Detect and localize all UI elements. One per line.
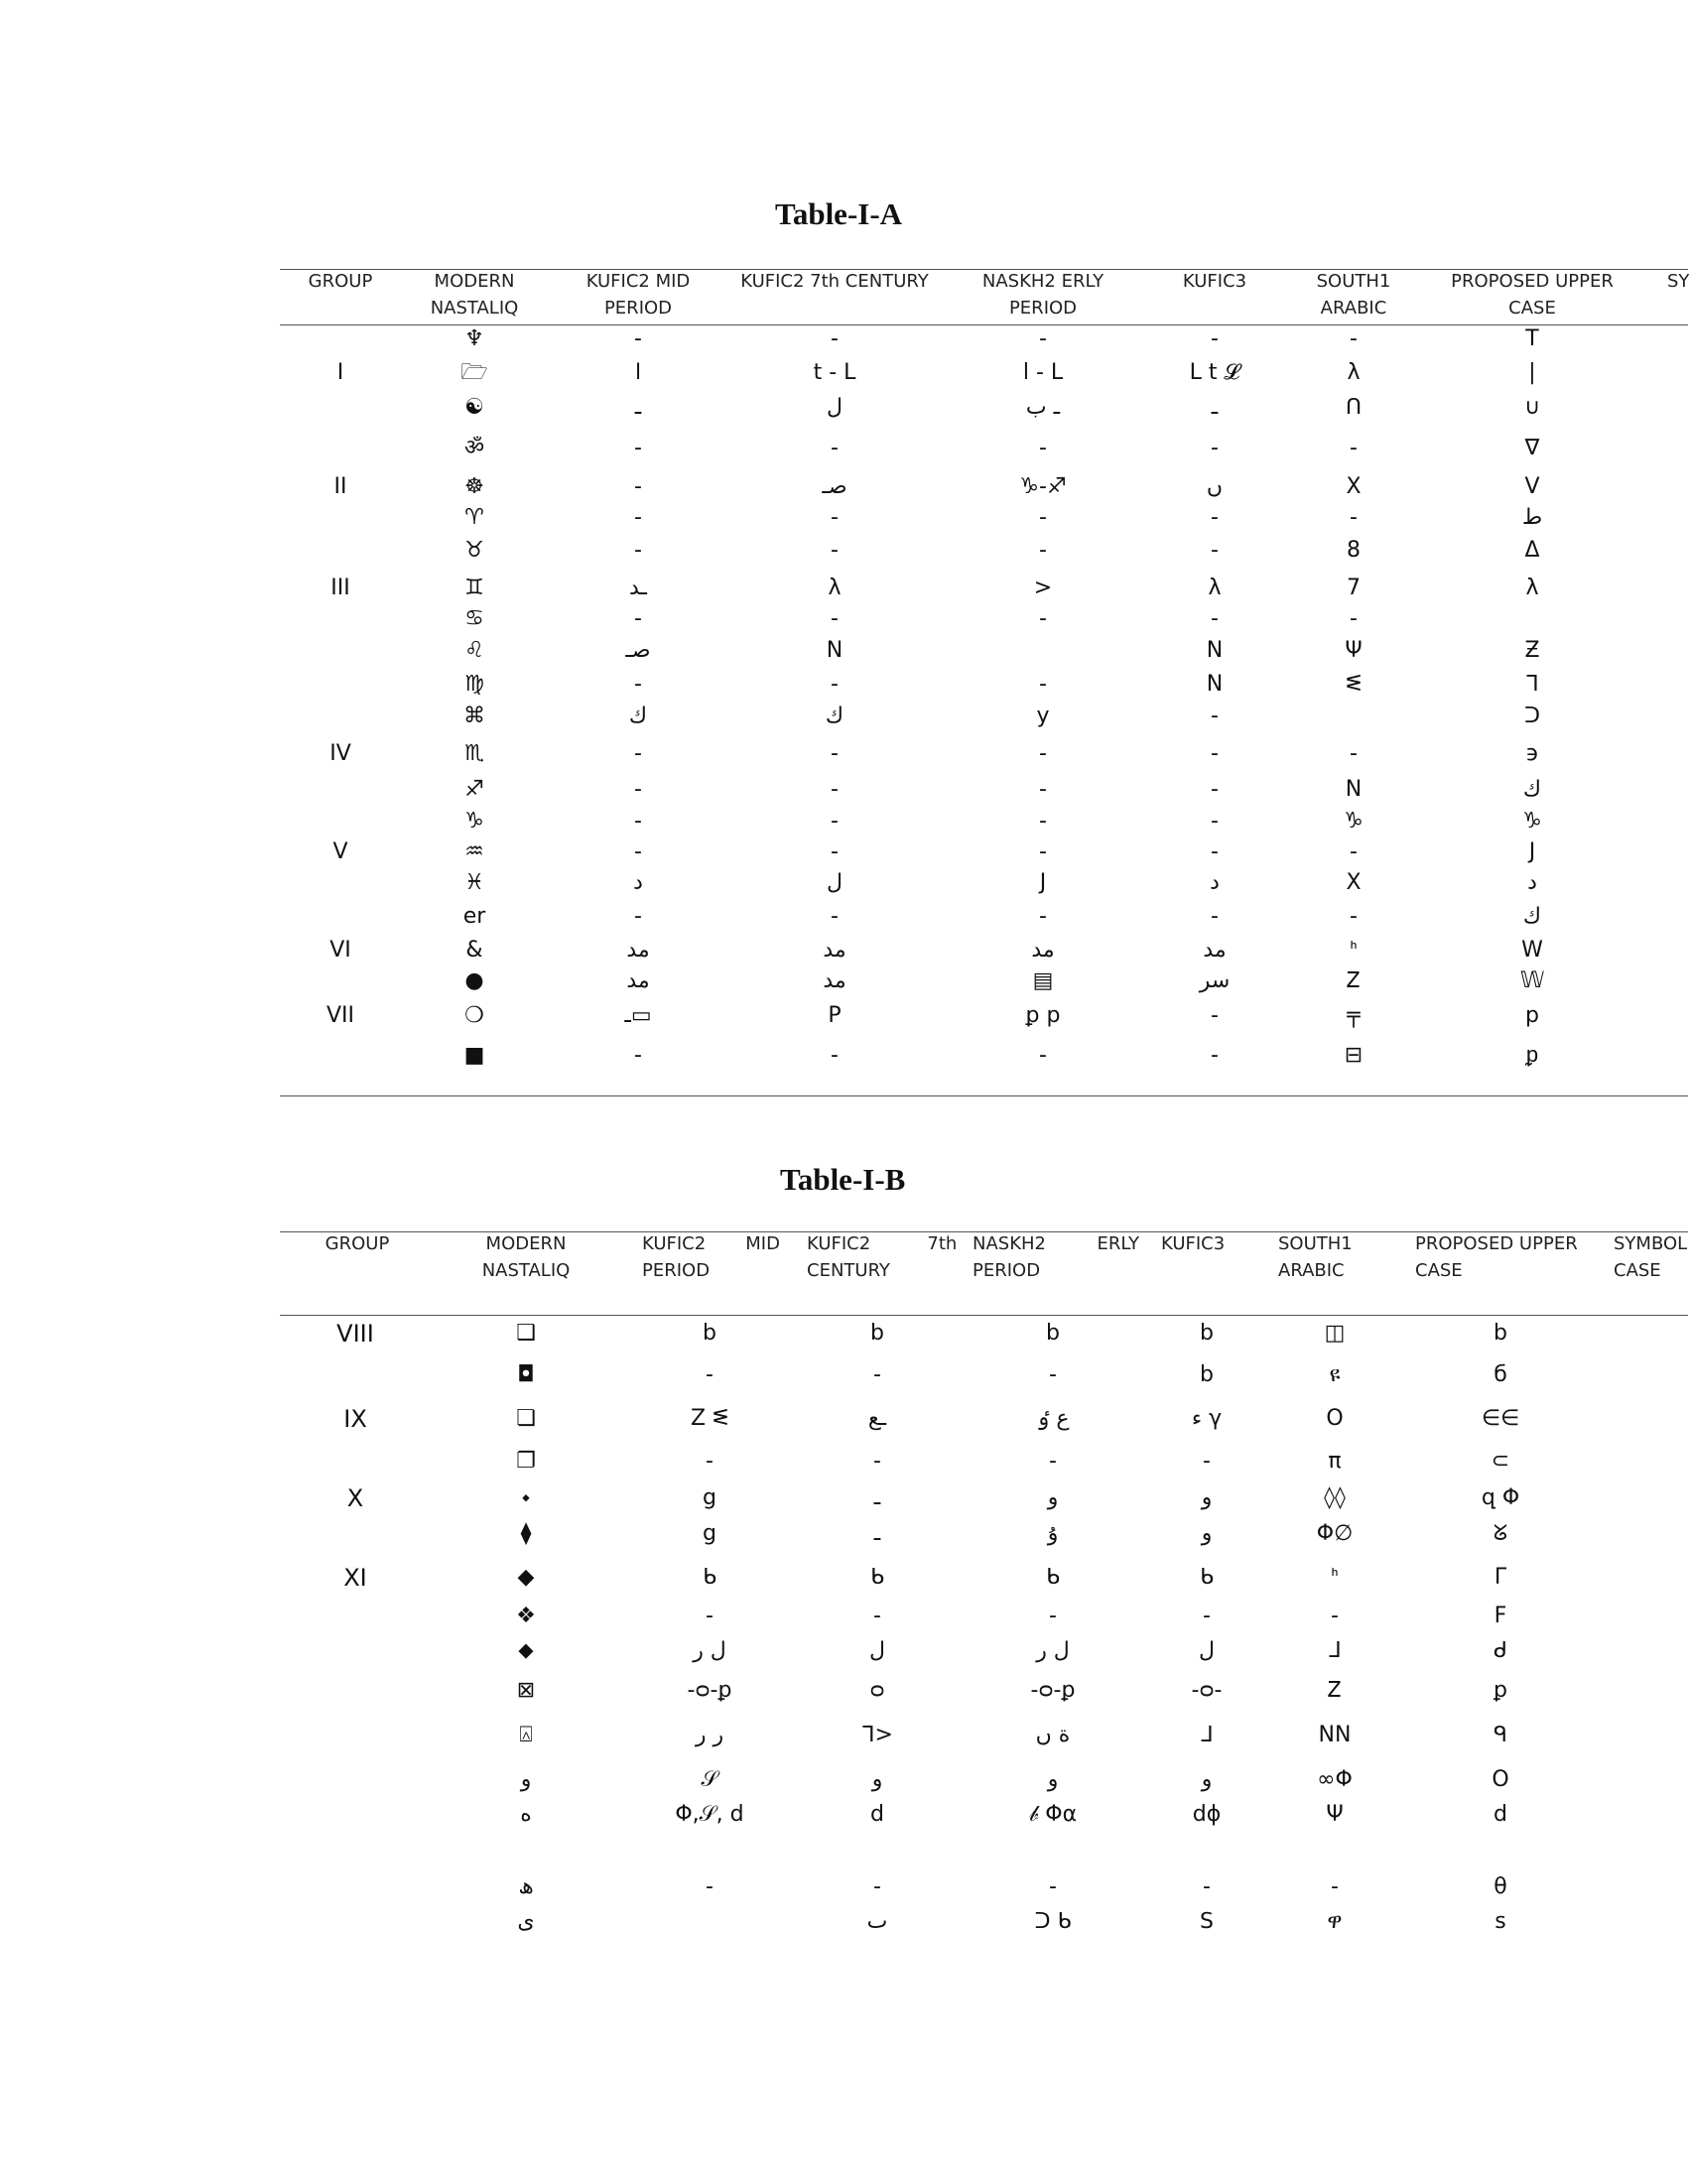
table-b-header-cell: NASKH2 ERLY PERIOD: [973, 1233, 1140, 1281]
table-a-cell: -: [1350, 606, 1358, 631]
table-b-cell: Ꮓ: [1328, 1678, 1342, 1703]
table-a-cell: -: [831, 839, 839, 864]
table-b-cell: O: [1326, 1406, 1344, 1431]
table-a-cell: λ: [828, 576, 842, 600]
table-b-cell: -ᴑ-: [1191, 1678, 1223, 1703]
table-b-cell: π: [1328, 1449, 1342, 1474]
nastaliq-symbol: ⬥: [518, 1638, 534, 1663]
table-b-cell: ◫: [1324, 1321, 1346, 1346]
table-a-cell: Ψ: [1345, 638, 1363, 663]
table-a-cell: ك: [825, 704, 844, 728]
table-b-header-cell: KUFIC2 7th CENTURY: [807, 1233, 958, 1281]
table-a-cell: صـ: [822, 474, 847, 499]
table-a-cell: ∇: [1524, 436, 1540, 460]
nastaliq-symbol: ❐: [516, 1449, 536, 1474]
table-a-cell: -: [1039, 839, 1047, 864]
table-b-cell: -: [1049, 1449, 1057, 1474]
table-a-cell: -: [1211, 704, 1219, 728]
table-a-cell: λ: [1208, 576, 1222, 600]
table-b-cell: -: [873, 1604, 881, 1628]
table-b-cell: -: [873, 1874, 881, 1899]
table-b-cell: ᑲ: [870, 1565, 884, 1590]
table-a-cell: ك: [1522, 904, 1542, 929]
table-a-cell: -: [1039, 672, 1047, 697]
table-b-cell: و: [1201, 1521, 1213, 1546]
table-b-cell: F: [1494, 1604, 1507, 1628]
table-a-bottom-rule: [280, 1095, 1688, 1096]
table-b-header-cell: SOUTH1 ARABIC: [1278, 1233, 1353, 1281]
table-b-cell: -: [1203, 1604, 1211, 1628]
table-a-cell: -: [1039, 436, 1047, 460]
table-a-cell: -: [831, 436, 839, 460]
table-b-cell: -: [1049, 1874, 1057, 1899]
nastaliq-symbol: ☯: [464, 395, 484, 420]
table-b-cell: NN: [1318, 1723, 1352, 1747]
nastaliq-symbol: ♉: [464, 538, 484, 563]
table-b-group-label: XI: [343, 1564, 367, 1592]
table-b-cell: d: [1494, 1802, 1507, 1827]
nastaliq-symbol: ◆: [517, 1565, 535, 1590]
table-a-cell: -: [1211, 839, 1219, 864]
table-b-cell: ◊◊: [1324, 1485, 1346, 1510]
nastaliq-symbol: ●: [464, 968, 484, 993]
table-a-cell: -: [1211, 436, 1219, 460]
table-a-title: Table-I-A: [775, 196, 903, 231]
table-b-cell: 𝒷 Φα: [1028, 1802, 1078, 1827]
table-a-cell: T: [1525, 326, 1539, 351]
table-a-cell: 𝕎: [1519, 968, 1545, 993]
table-a-cell: -: [831, 326, 839, 351]
table-a-cell: t - L: [813, 360, 856, 385]
table-a-cell: W: [1521, 938, 1543, 963]
table-b-cell: ᑲ: [703, 1565, 716, 1590]
nastaliq-symbol: ♋: [464, 606, 484, 631]
nastaliq-symbol: ى: [517, 1909, 535, 1934]
table-a-cell: N: [1206, 638, 1224, 663]
table-b-cell: ء γ: [1191, 1406, 1223, 1431]
table-b-cell: Z ᓬ: [690, 1406, 729, 1431]
table-a-cell: ك: [628, 704, 648, 728]
table-b-cell: s: [1494, 1909, 1506, 1934]
table-a-cell: مد: [626, 938, 650, 963]
table-a-cell: ⊟: [1344, 1043, 1364, 1068]
table-a-cell: Δ: [1524, 538, 1540, 563]
nastaliq-symbol: ♊: [464, 576, 484, 600]
table-a-group-label: II: [333, 474, 347, 499]
nastaliq-symbol: ھ: [518, 1874, 534, 1899]
table-b-cell: б: [1494, 1362, 1507, 1387]
table-b-cell: -: [706, 1362, 714, 1387]
table-a-cell: -: [1039, 904, 1047, 929]
table-b-cell: [630, 1907, 789, 1937]
table-b-cell: -: [873, 1362, 881, 1387]
table-a-cell: λ: [1525, 576, 1539, 600]
table-a-cell: ط: [1521, 505, 1543, 530]
table-a-cell: |: [1528, 360, 1536, 385]
table-a-cell: مد: [823, 938, 846, 963]
table-a-cell: -: [1039, 538, 1047, 563]
table-a-header-cell: NASKH2 ERLY PERIOD: [981, 271, 1104, 319]
table-a-cell: -: [831, 741, 839, 766]
table-a-header-cell: MODERN NASTALIQ: [430, 271, 519, 319]
nastaliq-symbol: ♍: [464, 672, 484, 697]
table-a-cell: -: [634, 436, 642, 460]
table-b-cell: Φ∅: [1316, 1521, 1354, 1546]
table-a-cell: >: [1033, 576, 1053, 600]
table-a-cell: P: [828, 1003, 842, 1028]
table-a-group-label: VI: [329, 938, 351, 963]
table-b-cell: -: [1331, 1604, 1339, 1628]
table-b-cell: b: [1046, 1321, 1060, 1346]
table-b-cell: -ᴑ-ꝑ: [1030, 1678, 1076, 1703]
table-b-cell: ᒧ: [1200, 1723, 1214, 1747]
table-b-cell: ᑯ: [1494, 1638, 1507, 1663]
nastaliq-symbol: ⊠: [516, 1678, 536, 1703]
table-b-cell: ᑲ: [1046, 1565, 1060, 1590]
table-a-cell: 8: [1347, 538, 1361, 563]
table-a-cell: ♑-♐: [1019, 474, 1067, 499]
nastaliq-symbol: ♓: [464, 870, 484, 895]
table-a-cell: ꝑ p: [1025, 1003, 1061, 1028]
table-b-cell: و: [1201, 1767, 1213, 1792]
nastaliq-symbol: ⬩: [522, 1485, 530, 1510]
table-a-cell: -: [831, 904, 839, 929]
table-b-cell: -: [873, 1449, 881, 1474]
table-a-cell: -: [831, 672, 839, 697]
table-b-cell: ᑲ: [1200, 1565, 1214, 1590]
table-a-cell: ᵱ: [1525, 1043, 1539, 1068]
table-a-group-label: III: [330, 576, 350, 600]
table-b-cell: ل: [869, 1638, 885, 1663]
table-b-cell: dɸ: [1192, 1802, 1222, 1827]
table-a-cell: 7: [1347, 576, 1361, 600]
table-b-cell: b: [1200, 1321, 1214, 1346]
table-a-cell: ـ: [634, 395, 642, 420]
table-b-cell: ᴑ: [869, 1678, 885, 1703]
nastaliq-symbol: ❍: [464, 1003, 484, 1028]
nastaliq-symbol: 🗁: [460, 360, 488, 385]
table-a-cell: -: [634, 777, 642, 802]
nastaliq-symbol: ⍓: [519, 1723, 533, 1747]
table-a-cell: سر: [1199, 968, 1231, 993]
nastaliq-symbol: ❏: [516, 1406, 536, 1431]
table-b-cell: ዋ: [1327, 1909, 1343, 1934]
table-a-cell: N: [1206, 672, 1224, 697]
table-b-cell: g: [703, 1521, 716, 1546]
table-a-cell: ᓬ: [1345, 672, 1363, 697]
table-b-cell: Φ,𝒮, d: [675, 1802, 744, 1827]
table-b-cell: ꓢ: [1200, 1909, 1214, 1934]
table-a-cell: -: [831, 538, 839, 563]
table-a-cell: -: [1211, 326, 1219, 351]
table-a-cell: د: [1527, 870, 1537, 895]
table-a-cell: -: [1211, 1003, 1219, 1028]
table-b-header-cell: KUFIC2 MID PERIOD: [642, 1233, 780, 1281]
table-a-cell: -: [1211, 777, 1219, 802]
table-b-cell: ꝑ: [1494, 1678, 1507, 1703]
table-b-cell: و: [1201, 1485, 1213, 1510]
table-a-cell: -: [1211, 904, 1219, 929]
table-b-cell: 𝒮: [701, 1767, 718, 1792]
nastaliq-symbol: ♌: [464, 638, 484, 663]
table-a-cell: -: [1039, 1043, 1047, 1068]
table-b-cell: Γ: [1494, 1565, 1507, 1590]
table-a-cell: -: [1211, 606, 1219, 631]
table-a-group-label: V: [332, 839, 348, 864]
nastaliq-symbol: ॐ: [463, 436, 485, 460]
table-a-header-cell: KUFIC2 MID PERIOD: [585, 271, 691, 319]
table-a-cell: -: [1039, 741, 1047, 766]
nastaliq-symbol: ه: [520, 1802, 532, 1827]
table-a-cell: مد: [1203, 938, 1227, 963]
table-a-cell: ـد: [629, 576, 647, 600]
nastaliq-symbol: ⌘: [463, 704, 485, 728]
table-a-cell: -: [634, 672, 642, 697]
table-a-cell: [1463, 604, 1602, 634]
nastaliq-symbol: ❖: [516, 1604, 536, 1628]
table-a-cell: -: [634, 326, 642, 351]
table-a-cell: p: [1525, 1003, 1539, 1028]
nastaliq-symbol: &: [465, 938, 483, 963]
table-a-cell: ᑋ: [1350, 938, 1358, 963]
table-a-group-label: VII: [325, 1003, 355, 1028]
table-a-cell: -: [634, 741, 642, 766]
table-b-cell: -ᴑ-ꝑ: [687, 1678, 732, 1703]
table-b-cell: ᑫ: [1494, 1723, 1507, 1747]
table-a-cell: J: [1039, 870, 1047, 895]
table-b-header-cell: KUFIC3: [1161, 1233, 1226, 1254]
table-a-cell: د: [633, 870, 643, 895]
table-a-cell: -: [1039, 606, 1047, 631]
table-a-cell: ـ: [1211, 395, 1219, 420]
table-a-cell: -: [831, 809, 839, 834]
table-b-cell: -: [1203, 1449, 1211, 1474]
table-a-cell: ϶: [1525, 741, 1539, 766]
table-b-cell: و: [1047, 1485, 1059, 1510]
table-a-cell: λ: [1347, 360, 1361, 385]
table-a-cell: Ꮓ: [1347, 968, 1361, 993]
table-a-cell: -: [634, 904, 642, 929]
table-b-header-rule: [280, 1315, 1688, 1316]
table-b-cell: b: [703, 1321, 716, 1346]
table-b-cell: g: [703, 1485, 716, 1510]
table-a-cell: -: [634, 1043, 642, 1068]
nastaliq-symbol: ❑: [516, 1321, 536, 1346]
table-b-cell: d: [870, 1802, 884, 1827]
table-a-cell: y: [1036, 704, 1050, 728]
table-b-cell: ᒧ: [1328, 1638, 1342, 1663]
nastaliq-symbol: er: [462, 904, 486, 929]
table-b-cell: -: [1049, 1604, 1057, 1628]
table-a-cell: -: [1039, 777, 1047, 802]
table-a-cell: X: [1346, 474, 1362, 499]
table-a-cell: L t 𝓛: [1189, 360, 1240, 385]
table-a-cell: J: [1528, 839, 1536, 864]
table-a-cell: ا: [634, 360, 642, 385]
table-b-cell: ر ر: [695, 1723, 724, 1747]
table-b-cell: ᑐ ᑲ: [1034, 1909, 1072, 1934]
table-a-cell: X: [1346, 870, 1362, 895]
table-a-cell: [1284, 702, 1423, 731]
table-b-cell: ل: [1199, 1638, 1215, 1663]
table-b-cell: զ Φ: [1481, 1485, 1520, 1510]
table-b-cell: ـ: [873, 1521, 881, 1546]
table-a-cell: -: [1350, 904, 1358, 929]
table-b-cell: b: [1494, 1321, 1507, 1346]
table-a-cell: مد: [1031, 938, 1055, 963]
table-a-group-label: IV: [329, 741, 351, 766]
table-a-cell: ♑: [1522, 809, 1542, 834]
table-a-header-cell: SY: [1667, 271, 1689, 292]
nastaliq-symbol: ⧫: [520, 1521, 532, 1546]
table-a-cell: -: [1350, 436, 1358, 460]
table-a-cell: ▤: [1032, 968, 1054, 993]
table-a-cell: -: [1039, 326, 1047, 351]
table-b-cell: -: [1203, 1874, 1211, 1899]
table-a-cell: -: [1039, 505, 1047, 530]
table-a-cell: -: [1211, 809, 1219, 834]
table-b-cell: ∞Φ: [1317, 1767, 1353, 1792]
table-a-cell: ـ ب: [1025, 395, 1061, 420]
table-a-cell: د: [1210, 870, 1220, 895]
nastaliq-symbol: ☸: [464, 474, 484, 499]
table-a-header-cell: SOUTH1 ARABIC: [1316, 271, 1391, 319]
table-a-cell: ╤: [1347, 1003, 1361, 1028]
table-a-header-cell: KUFIC2 7th CENTURY: [740, 271, 929, 292]
table-b-cell: θ: [1494, 1874, 1507, 1899]
table-b-cell: ٮ: [866, 1909, 888, 1934]
table-a-group-label: I: [336, 360, 344, 385]
table-b-cell: ⊂: [1491, 1449, 1510, 1474]
table-a-cell: صـ: [625, 638, 651, 663]
nastaliq-symbol: و: [520, 1767, 532, 1792]
table-a-cell: -: [1350, 505, 1358, 530]
table-a-cell: -: [634, 474, 642, 499]
table-a-header-cell: PROPOSED UPPER CASE: [1451, 271, 1614, 319]
table-a-header-cell: KUFIC3: [1182, 271, 1247, 292]
table-a-cell: -: [634, 538, 642, 563]
nastaliq-symbol: ♏: [464, 741, 484, 766]
table-b-cell: ـع: [867, 1406, 887, 1431]
table-a-cell: -: [831, 777, 839, 802]
table-a-cell: -: [831, 606, 839, 631]
table-a-cell: -: [1211, 741, 1219, 766]
table-b-header-cell: MODERN NASTALIQ: [481, 1233, 571, 1281]
table-a-cell: N: [1345, 777, 1363, 802]
table-a-cell: ل: [827, 870, 843, 895]
table-a-cell: -: [634, 505, 642, 530]
table-b-cell: -: [706, 1874, 714, 1899]
nastaliq-symbol: ♑: [464, 809, 484, 834]
table-a-cell: ᑐ: [1523, 704, 1541, 728]
nastaliq-symbol: ♈: [464, 505, 484, 530]
nastaliq-symbol: ♒: [464, 839, 484, 864]
table-b-cell: ᑋ: [1331, 1565, 1339, 1590]
table-a-cell: -: [634, 839, 642, 864]
table-b-group-label: X: [346, 1484, 364, 1512]
table-a-cell: ᑎ: [1345, 395, 1363, 420]
table-b-header-cell: SYMBOL CASE: [1614, 1233, 1688, 1281]
table-a-cell: -: [634, 606, 642, 631]
table-b-header-cell: GROUP: [325, 1233, 390, 1254]
table-b-cell: ۇ: [1047, 1521, 1059, 1546]
table-b-cell: b: [1200, 1362, 1214, 1387]
table-b-cell: b: [870, 1321, 884, 1346]
table-a-cell: ـ▭: [624, 1003, 652, 1028]
table-b-cell: ᘜ: [1493, 1521, 1508, 1546]
table-b-cell: ـ: [873, 1485, 881, 1510]
nastaliq-symbol: ♐: [464, 777, 484, 802]
table-b-cell: O: [1492, 1767, 1509, 1792]
table-a-cell: ∪: [1523, 395, 1541, 420]
table-b-group-label: VIII: [336, 1320, 374, 1348]
table-b-cell: ل ر: [1036, 1638, 1070, 1663]
table-a-cell: مد: [626, 968, 650, 993]
table-a-cell: -: [1350, 326, 1358, 351]
table-a-cell: -: [1039, 809, 1047, 834]
table-a-cell: -: [1350, 741, 1358, 766]
table-a-header-cell: GROUP: [308, 271, 373, 292]
table-a-cell: ك: [1522, 777, 1542, 802]
table-b-group-label: IX: [343, 1405, 367, 1433]
table-b-cell: ∈∈: [1481, 1406, 1520, 1431]
table-a-cell: -: [1211, 1043, 1219, 1068]
nastaliq-symbol: ◘: [517, 1362, 535, 1387]
table-a-cell: V: [1524, 474, 1540, 499]
table-a-cell: -: [634, 809, 642, 834]
table-a-cell: [974, 636, 1112, 666]
nastaliq-symbol: ♆: [464, 326, 484, 351]
table-a-cell: ♑: [1344, 809, 1364, 834]
table-a-cell: -: [831, 505, 839, 530]
table-a-cell: مد: [823, 968, 846, 993]
table-b-cell: Ψ: [1326, 1802, 1344, 1827]
table-b-cell: ع ٶ: [1036, 1406, 1070, 1431]
table-a-cell: ں: [1206, 474, 1224, 499]
table-b-cell: و: [1047, 1767, 1059, 1792]
table-a-cell: -: [831, 1043, 839, 1068]
table-b-cell: ᒣ>: [861, 1723, 893, 1747]
nastaliq-symbol: ■: [463, 1043, 485, 1068]
table-b-cell: و: [871, 1767, 883, 1792]
table-a-cell: -: [1211, 538, 1219, 563]
table-a-cell: Ƶ: [1524, 638, 1540, 663]
table-a-cell: ᒣ: [1525, 672, 1539, 697]
table-a-cell: -: [1211, 505, 1219, 530]
table-b-title: Table-I-B: [780, 1162, 906, 1197]
table-b-cell: -: [706, 1604, 714, 1628]
table-b-cell: ዩ: [1329, 1362, 1341, 1387]
table-a-cell: N: [826, 638, 844, 663]
table-a-cell: l - L: [1022, 360, 1064, 385]
table-b-header-cell: PROPOSED UPPER CASE: [1415, 1233, 1578, 1281]
table-a-cell: ل: [827, 395, 843, 420]
table-b-cell: -: [1049, 1362, 1057, 1387]
table-b-cell: -: [1331, 1874, 1339, 1899]
table-b-cell: ة ں: [1035, 1723, 1071, 1747]
table-b-cell: ل ر: [693, 1638, 726, 1663]
table-a-cell: -: [1350, 839, 1358, 864]
table-b-cell: -: [706, 1449, 714, 1474]
